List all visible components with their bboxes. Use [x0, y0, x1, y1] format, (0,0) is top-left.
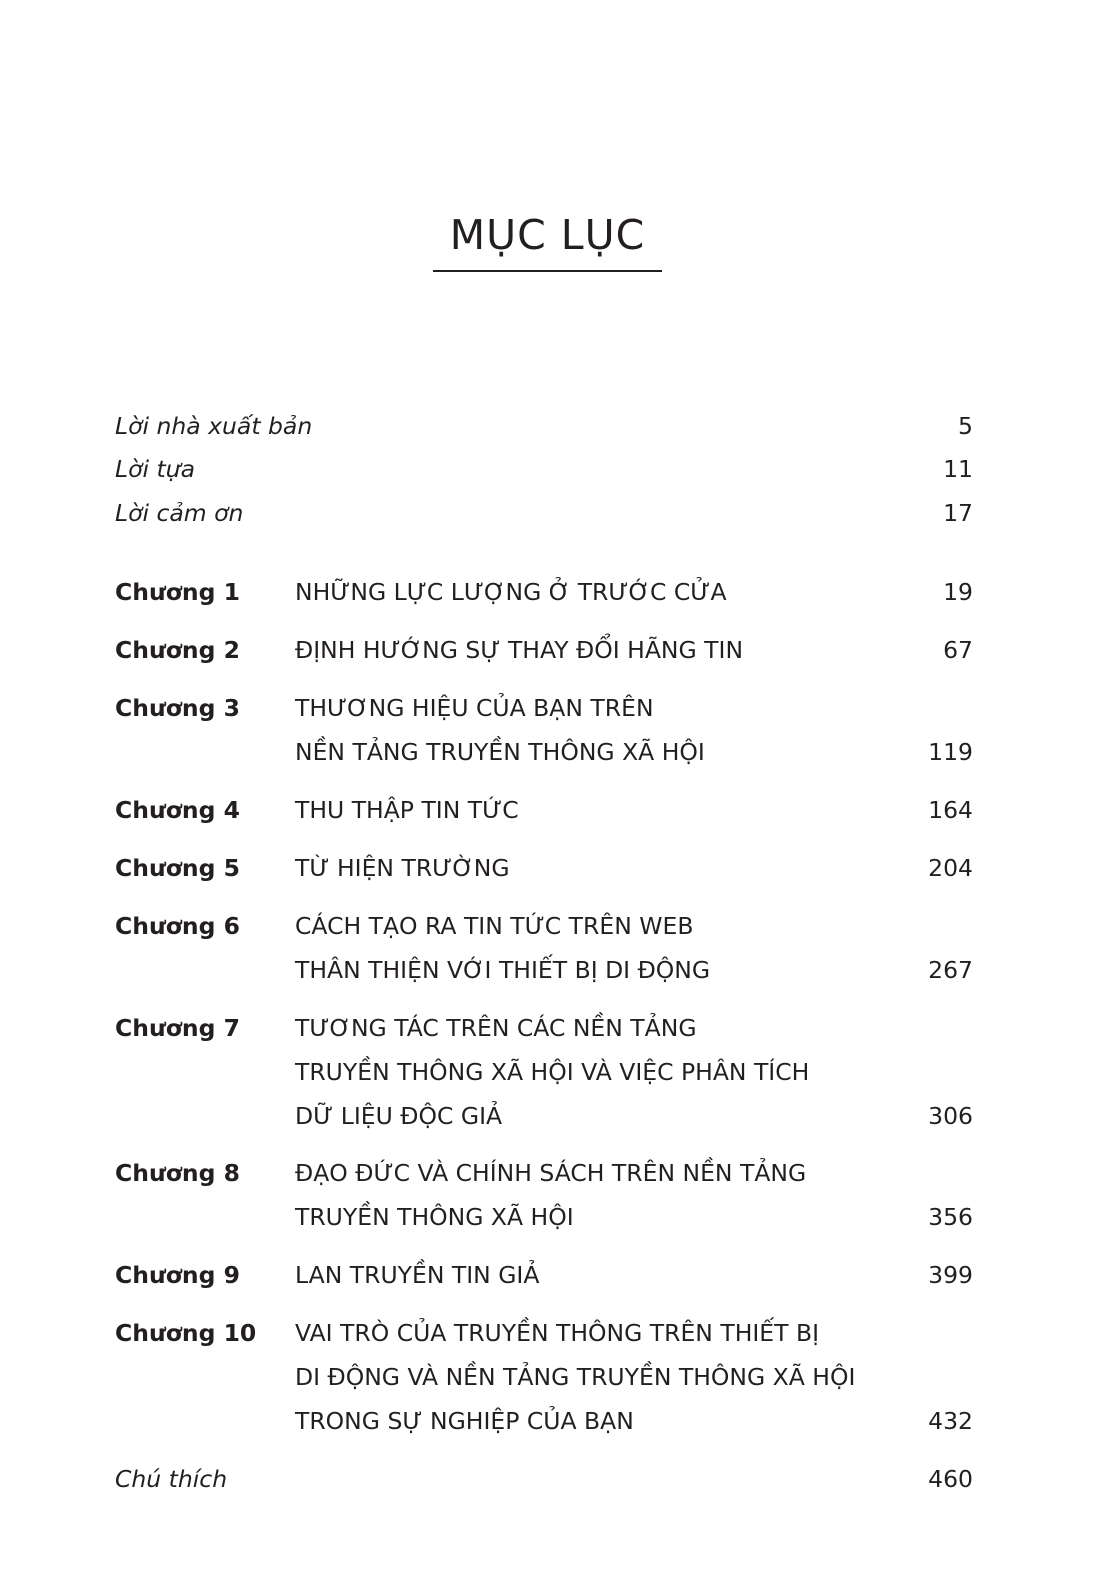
chapter-title [295, 628, 743, 672]
chapter-title-line: TƯƠNG TÁC TRÊN CÁC NỀN TẢNG [295, 1014, 697, 1042]
chapter-label: Chương 4 [115, 796, 240, 824]
chapter-title-line: LAN TRUYỀN TIN GIẢ [295, 1261, 540, 1289]
chapter-title-line: TRONG SỰ NGHIỆP CỦA BẠN [295, 1407, 634, 1435]
chapter-title [295, 1006, 809, 1138]
chapter-title-line: THÂN THIỆN VỚI THIẾT BỊ DI ĐỘNG [295, 956, 711, 984]
toc-page-number: 11 [943, 455, 973, 483]
chapter-title-line: THƯƠNG HIỆU CỦA BẠN TRÊN [295, 694, 654, 722]
toc-page-number: 267 [928, 956, 973, 984]
title-underline [433, 270, 662, 272]
chapter-title-line: VAI TRÒ CỦA TRUYỀN THÔNG TRÊN THIẾT BỊ [295, 1319, 820, 1347]
toc-entry-label: Lời cảm ơn [115, 499, 244, 527]
chapter-title [295, 570, 727, 614]
chapter-title-line: ĐỊNH HƯỚNG SỰ THAY ĐỔI HÃNG TIN [295, 636, 744, 664]
chapter-title-line: ĐẠO ĐỨC VÀ CHÍNH SÁCH TRÊN NỀN TẢNG [295, 1159, 807, 1187]
page-title: MỤC LỤC [449, 211, 646, 259]
toc-entry-label: Chú thích [115, 1465, 228, 1493]
toc-page-number: 119 [928, 738, 973, 766]
chapter-title-line: TRUYỀN THÔNG XÃ HỘI VÀ VIỆC PHÂN TÍCH [295, 1058, 810, 1086]
chapter-label: Chương 7 [115, 1014, 240, 1042]
chapter-title-line: CÁCH TẠO RA TIN TỨC TRÊN WEB [295, 912, 694, 940]
chapter-label: Chương 3 [115, 694, 240, 722]
toc-page-number: 204 [928, 854, 973, 882]
toc-page-number: 356 [928, 1203, 973, 1231]
chapter-label: Chương 6 [115, 912, 240, 940]
chapter-title [295, 1311, 855, 1443]
chapter-title [295, 904, 710, 992]
chapter-title [295, 788, 519, 832]
chapter-title-line: THU THẬP TIN TỨC [295, 796, 519, 824]
chapter-title-line: NHỮNG LỰC LƯỢNG Ở TRƯỚC CỬA [295, 578, 727, 606]
toc-entry-label: Lời nhà xuất bản [115, 412, 313, 440]
chapter-title [295, 686, 705, 774]
toc-page-number: 164 [928, 796, 973, 824]
toc-page-number: 67 [943, 636, 973, 664]
chapter-title-line: TỪ HIỆN TRƯỜNG [295, 854, 510, 882]
toc-page-number: 432 [928, 1407, 973, 1435]
toc-page-number: 19 [943, 578, 973, 606]
toc-page-number: 17 [943, 499, 973, 527]
chapter-title [295, 1151, 806, 1239]
chapter-label: Chương 1 [115, 578, 240, 606]
chapter-title-line: DI ĐỘNG VÀ NỀN TẢNG TRUYỀN THÔNG XÃ HỘI [295, 1363, 856, 1391]
chapter-label: Chương 5 [115, 854, 240, 882]
toc-page-number: 306 [928, 1102, 973, 1130]
toc-page-number: 5 [958, 412, 973, 440]
chapter-title-line: DỮ LIỆU ĐỘC GIẢ [295, 1102, 503, 1130]
chapter-title [295, 846, 510, 890]
chapter-label: Chương 8 [115, 1159, 240, 1187]
chapter-label: Chương 2 [115, 636, 240, 664]
chapter-label: Chương 9 [115, 1261, 240, 1289]
chapter-title-line: TRUYỀN THÔNG XÃ HỘI [295, 1203, 574, 1231]
toc-page-number: 399 [928, 1261, 973, 1289]
chapter-title [295, 1253, 539, 1297]
chapter-label: Chương 10 [115, 1319, 257, 1347]
chapter-title-line: NỀN TẢNG TRUYỀN THÔNG XÃ HỘI [295, 738, 705, 766]
toc-page-number: 460 [928, 1465, 973, 1493]
toc-entry-label: Lời tựa [115, 455, 195, 483]
